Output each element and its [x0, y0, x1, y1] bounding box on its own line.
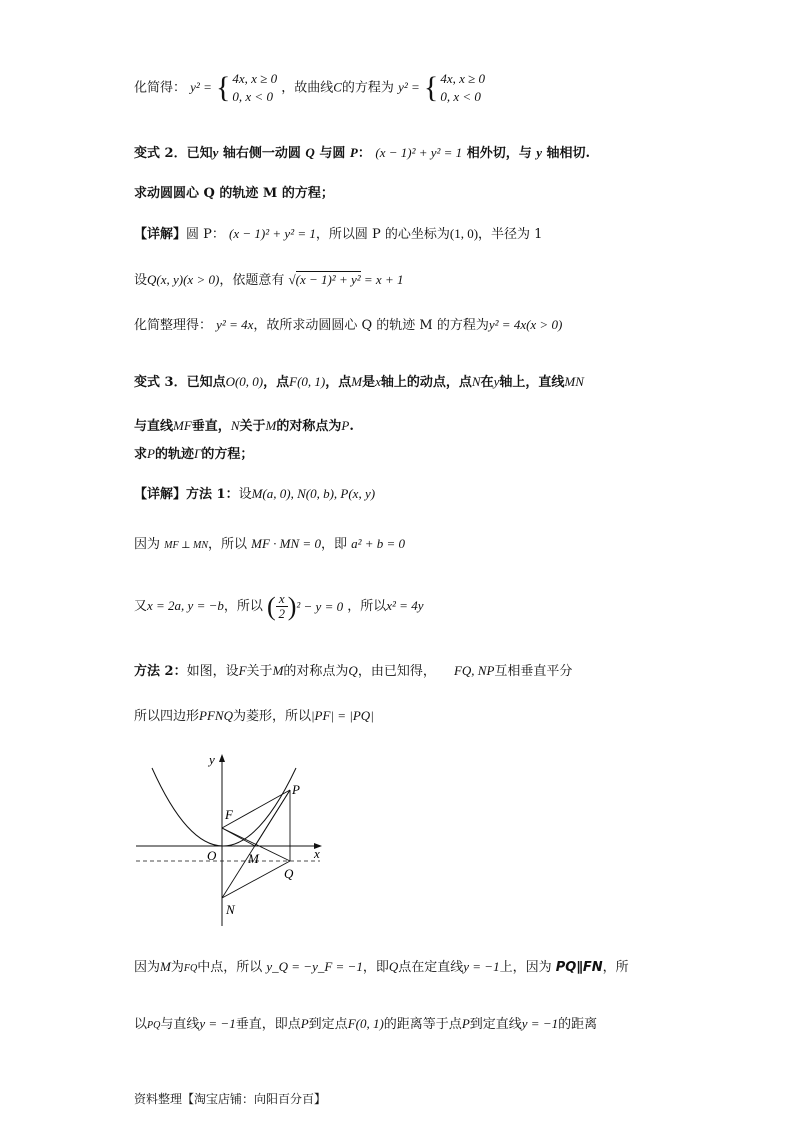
text: 的距离等于点	[383, 1017, 462, 1032]
label-Q: Q	[284, 866, 294, 881]
case: 4x, x ≥ 0	[440, 71, 486, 86]
simplification-line	[134, 70, 485, 106]
segment-MP	[255, 790, 290, 846]
text: 是	[362, 375, 376, 390]
text: ，依题意有	[219, 273, 285, 288]
method-1-line-1	[134, 484, 375, 505]
segment-QN	[222, 861, 290, 898]
text: 关于	[239, 419, 266, 434]
label-y: y	[209, 752, 215, 767]
footer-note: 资料整理【淘宝店铺：向阳百分百】	[134, 1092, 327, 1106]
text: .	[349, 419, 354, 434]
label-M: M	[248, 851, 259, 866]
formula: y² = 4x(x > 0)	[488, 317, 563, 332]
formula: Q	[388, 959, 399, 974]
formula: y	[493, 374, 500, 389]
formula: MF · MN = 0	[251, 536, 321, 551]
denominator: 2	[278, 606, 285, 621]
piecewise-formula: { 4x, x ≥ 0 0, x < 0	[423, 71, 486, 104]
text: ，故曲线	[281, 80, 334, 96]
formula: y² =	[398, 79, 420, 95]
formula: MF	[173, 418, 192, 433]
text: 如图，设	[186, 664, 239, 679]
formula: Q	[348, 663, 358, 678]
conclusion-line-1	[134, 957, 629, 979]
method-2-line-2	[134, 706, 374, 727]
formula: MN	[564, 374, 584, 389]
variant-3-line-2	[134, 416, 354, 437]
conclusion-line-2	[134, 1014, 597, 1036]
formula: y	[536, 145, 543, 160]
method-1-line-2	[134, 534, 405, 556]
y-axis-arrow	[219, 754, 225, 762]
label-x: x	[314, 846, 320, 861]
detail-2-line-2	[134, 270, 403, 291]
formula: C	[333, 79, 342, 95]
label-P: P	[292, 782, 300, 797]
formula: F	[238, 663, 247, 678]
text: 的距离	[558, 1017, 598, 1032]
text: 求	[134, 447, 148, 462]
text: 轴相切.	[542, 146, 591, 161]
formula: P	[461, 1016, 470, 1031]
text: 的方程为	[341, 80, 394, 96]
text: 为	[170, 960, 184, 975]
method-label: 方法 2：	[134, 664, 187, 679]
text: ，即	[362, 960, 389, 975]
formula: y = −1	[199, 1016, 236, 1031]
text: 轴右侧一动圆	[218, 146, 306, 161]
text: 垂直，即点	[235, 1017, 301, 1032]
segment-FM	[222, 828, 255, 846]
text: 又	[134, 599, 148, 614]
text: ，由已知得，	[357, 664, 436, 679]
formula: N	[471, 374, 481, 389]
text: 关于	[246, 664, 273, 679]
detail-2-line-3	[134, 315, 562, 336]
formula: M	[351, 374, 363, 389]
method-2-line-1	[134, 661, 572, 682]
formula: N	[230, 418, 240, 433]
text: ，故所求动圆圆心 Q 的轨迹 M 的方程为	[253, 318, 489, 333]
text: ，点	[263, 375, 290, 390]
formula: ² − y = 0	[296, 598, 344, 614]
text: ，所以圆 P 的心坐标为	[315, 227, 450, 242]
formula: y_Q = −y_F = −1	[266, 959, 363, 974]
formula: y² = 4x	[216, 317, 254, 332]
variant-3-title	[134, 372, 584, 393]
formula: M	[265, 418, 277, 433]
case: 0, x < 0	[440, 89, 481, 104]
text: ，所	[602, 960, 629, 975]
text: 与直线	[134, 419, 174, 434]
formula: F(0, 1)	[347, 1016, 384, 1031]
formula: P	[349, 145, 358, 160]
variant-2-title	[134, 143, 590, 164]
text: 互相垂直平分	[494, 664, 573, 679]
text: 的轨迹	[154, 447, 194, 462]
variant-2-question: 求动圆圆心 Q 的轨迹 M 的方程；	[134, 186, 334, 201]
text: ，半径为 1	[478, 227, 543, 242]
text: 轴上，直线	[499, 375, 565, 390]
formula: = x + 1	[360, 272, 404, 287]
formula: (x − 1)² + y² = 1	[229, 226, 316, 241]
text: 的对称点为	[276, 419, 342, 434]
label-N: N	[226, 902, 235, 917]
text: 化简整理得：	[134, 318, 213, 333]
formula: M(a, 0), N(0, b), P(x, y)	[251, 486, 376, 501]
text: ，所以	[208, 537, 248, 552]
text: 的方程；	[201, 447, 254, 462]
case: 0, x < 0	[232, 89, 273, 104]
text: 与圆	[314, 146, 350, 161]
parabola-curve	[152, 768, 296, 846]
formula: P	[341, 418, 350, 433]
method-1-line-3	[134, 592, 423, 621]
text: 与直线	[160, 1017, 200, 1032]
formula: |PF| = |PQ|	[310, 708, 374, 723]
text: 点在定直线	[398, 960, 464, 975]
formula: a² + b = 0	[351, 536, 406, 551]
formula: P	[300, 1016, 309, 1031]
detail-2-line-1	[134, 224, 542, 245]
label-F: F	[225, 807, 233, 822]
formula: y = −1	[521, 1016, 559, 1031]
formula: y² =	[190, 79, 212, 95]
formula: PQ	[147, 1020, 161, 1031]
text: 变式 2．已知	[134, 146, 213, 161]
radicand: (x − 1)² + y²	[295, 272, 361, 287]
numerator: x	[278, 591, 285, 606]
text: 设	[238, 487, 252, 502]
text: 到定直线	[469, 1017, 522, 1032]
formula: F(0, 1)	[289, 374, 326, 389]
label-O: O	[207, 848, 217, 863]
formula: x = 2a, y = −b	[147, 598, 224, 613]
text: 圆 P：	[186, 227, 225, 242]
text: 轴上的动点，点	[380, 375, 472, 390]
formula: M	[272, 663, 284, 678]
formula: x² = 4y	[386, 598, 424, 613]
formula: P	[147, 446, 155, 461]
method-label: 【详解】方法 1：	[134, 487, 239, 502]
fraction-formula: ( x 2 ) ² − y = 0	[267, 591, 344, 621]
text: 在	[480, 375, 494, 390]
text: 到定点	[308, 1017, 348, 1032]
text: 化简得：	[134, 80, 187, 96]
variant-3-question	[134, 444, 253, 465]
geometry-figure	[130, 748, 370, 938]
formula: MF ⊥ MN	[164, 540, 208, 551]
formula: O(0, 0)	[225, 374, 264, 389]
text: 因为	[134, 960, 161, 975]
text: 变式 3．已知点	[134, 375, 226, 390]
formula: Γ	[193, 446, 202, 461]
text: 垂直，	[191, 419, 231, 434]
sqrt-formula: √(x − 1)² + y² = x + 1	[288, 272, 404, 287]
text: 设	[134, 273, 148, 288]
formula: PFNQ	[199, 708, 233, 723]
formula: Q	[305, 145, 315, 160]
detail-label: 【详解】	[134, 227, 187, 242]
formula: (1, 0)	[449, 226, 479, 241]
formula: PQ∥FN	[555, 960, 603, 975]
formula: y	[212, 145, 219, 160]
text: 以	[134, 1017, 148, 1032]
formula: FQ, NP	[453, 663, 495, 678]
formula: FQ	[183, 963, 198, 974]
formula: y = −1	[463, 959, 500, 974]
formula: Q(x, y)(x > 0)	[147, 272, 220, 287]
text: ，即	[320, 537, 347, 552]
text: ，所以	[347, 599, 387, 614]
text: 因为	[134, 537, 161, 552]
case: 4x, x ≥ 0	[232, 71, 278, 86]
text: ，所以	[223, 599, 263, 614]
text: 相外切，与	[462, 146, 537, 161]
text: ，点	[325, 375, 352, 390]
piecewise-formula: { 4x, x ≥ 0 0, x < 0	[216, 71, 278, 104]
formula: M	[160, 959, 171, 974]
text: ：	[357, 146, 371, 161]
formula: x	[375, 374, 381, 389]
text: 上，因为	[499, 960, 552, 975]
text: 为菱形，所以	[232, 709, 311, 724]
formula: (x − 1)² + y² = 1	[375, 145, 463, 160]
text: 的对称点为	[283, 664, 349, 679]
text: 所以四边形	[134, 709, 200, 724]
text: 中点，所以	[197, 960, 263, 975]
